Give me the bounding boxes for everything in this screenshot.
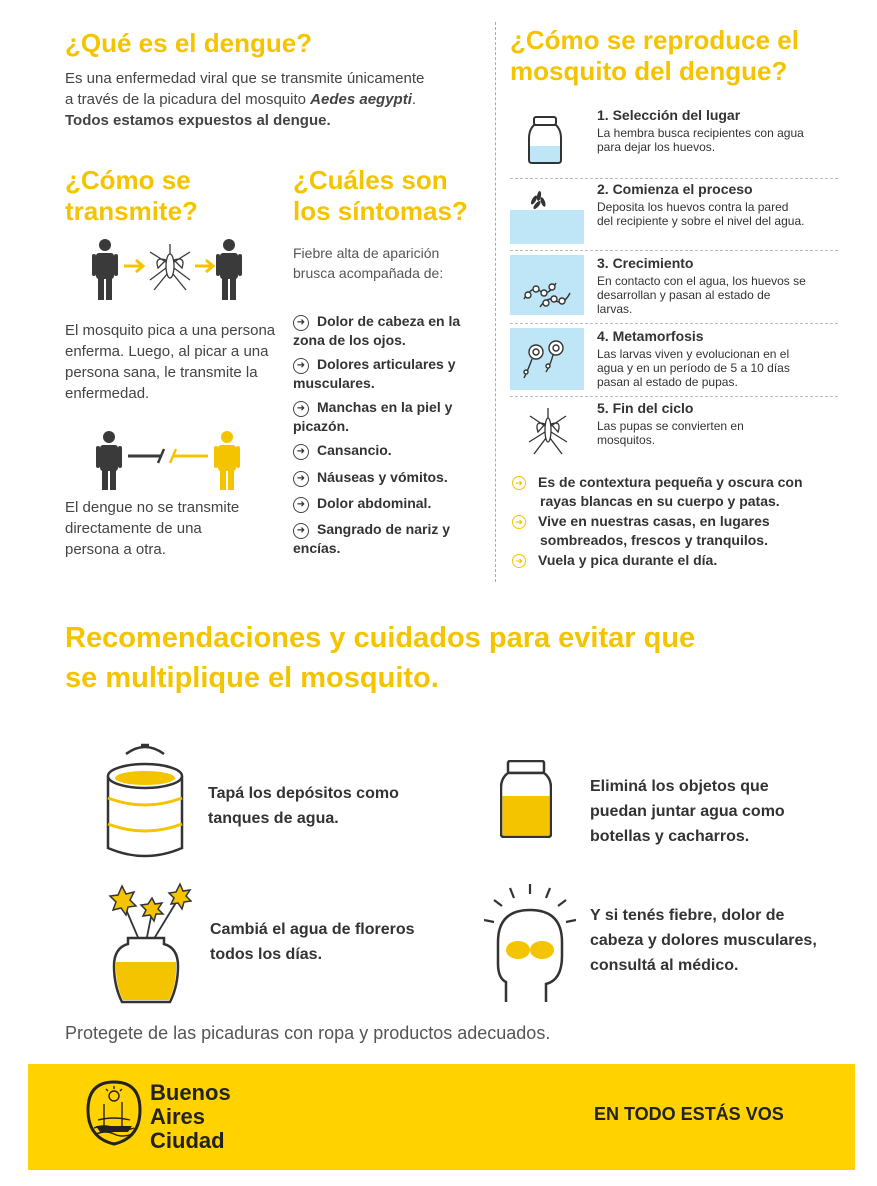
column-divider	[495, 22, 496, 582]
mosquito-icon	[526, 404, 570, 456]
protect-note: Protegete de las picaduras con ropa y productos adecuados.	[65, 1023, 551, 1043]
arrow-right-icon: ➜	[293, 444, 309, 460]
transmit-text-1: El mosquito pica a una persona enferma. Luego, al picar a una persona sana, le transmite la enfermedad.	[65, 322, 276, 402]
divider	[510, 178, 838, 179]
eggs-on-wall-icon	[510, 186, 584, 244]
recommendation-tanks: Tapá los depósitos como tanques de agua.	[208, 785, 399, 827]
recommendations-title: Recomendaciones y cuidados para evitar que se multiplique el mosquito.	[65, 622, 696, 694]
city-seal-icon	[86, 1080, 142, 1146]
bottle-icon	[500, 760, 552, 838]
arrow-right-icon: ➜	[293, 471, 309, 487]
what-is-dengue-text: Es una enfermedad viral que se transmite únicamente a través de la picadura del mosquito Aedes aegypti. Todos estamos expuestos al dengue.	[65, 70, 425, 129]
step-5: 5. Fin del ciclo Las pupas se convierten en mosquitos.	[597, 400, 744, 447]
head-fever-icon	[484, 884, 576, 1006]
arrow-right-icon: ➜	[293, 401, 309, 417]
symptoms-title: ¿Cuáles son los síntomas?	[293, 165, 468, 226]
arrow-right-icon: ➜	[293, 358, 309, 374]
logo-text: Buenos Aires Ciudad	[150, 1080, 231, 1153]
what-is-dengue-title: ¿Qué es el dengue?	[65, 28, 313, 58]
step-4: 4. Metamorfosis Las larvas viven y evolucionan en el agua y en un período de 5 a 10 días pasan al estado de pupas.	[597, 328, 790, 389]
divider	[510, 250, 838, 251]
recommendation-bottles: Eliminá los objetos que puedan juntar agua como botellas y cacharros.	[590, 778, 785, 845]
jar-icon	[528, 116, 562, 164]
reproduce-title: ¿Cómo se reproduce el mosquito del dengue?	[510, 25, 799, 86]
pupae-icon	[510, 328, 584, 390]
symptom-item: ➜ Manchas en la piel y picazón.	[293, 399, 453, 434]
no-direct-transmission-icon	[96, 430, 246, 492]
symptom-item: ➜ Dolores articulares y musculares.	[293, 356, 456, 391]
transmit-title: ¿Cómo se transmite?	[65, 165, 198, 226]
slogan: EN TODO ESTÁS VOS	[594, 1104, 784, 1124]
symptoms-list	[293, 312, 483, 562]
arrow-right-icon: ➜	[512, 554, 526, 568]
arrow-right-icon: ➜	[293, 315, 309, 331]
recommendation-doctor: Y si tenés fiebre, dolor de cabeza y dolores musculares, consultá al médico.	[590, 907, 817, 974]
footer-banner	[28, 1064, 855, 1170]
arrow-right-icon: ➜	[512, 515, 526, 529]
flower-vase-icon	[100, 882, 192, 1006]
transmission-icon	[92, 238, 252, 302]
larvae-icon	[510, 255, 584, 315]
symptom-item: ➜ Dolor de cabeza en la zona de los ojos.	[293, 313, 461, 348]
mosquito-features	[512, 473, 842, 573]
recommendation-vases: Cambiá el agua de floreros todos los días.	[210, 921, 415, 963]
divider	[510, 396, 838, 397]
symptom-item: ➜ Dolor abdominal.	[293, 494, 431, 513]
feature-item: ➜ Es de contextura pequeña y oscura con rayas blancas en su cuerpo y patas.	[512, 473, 803, 511]
symptom-item: ➜ Sangrado de nariz y encías.	[293, 521, 451, 556]
symptom-item: ➜ Náuseas y vómitos.	[293, 468, 448, 487]
step-2: 2. Comienza el proceso Deposita los huevos contra la pared del recipiente y sobre el nivel del agua.	[597, 181, 805, 228]
transmit-text-2: El dengue no se transmite directamente de una persona a otra.	[65, 499, 240, 558]
arrow-right-icon: ➜	[512, 476, 526, 490]
feature-item: ➜ Vive en nuestras casas, en lugares sombreados, frescos y tranquilos.	[512, 512, 770, 550]
divider	[510, 323, 838, 324]
step-3: 3. Crecimiento En contacto con el agua, los huevos se desarrollan y pasan al estado de larvas.	[597, 255, 806, 316]
feature-item: ➜ Vuela y pica durante el día.	[512, 551, 717, 570]
arrow-right-icon: ➜	[293, 523, 309, 539]
symptom-item: ➜ Cansancio.	[293, 441, 392, 460]
water-tank-icon	[104, 742, 186, 860]
symptoms-intro: Fiebre alta de aparición brusca acompañada de:	[293, 245, 444, 281]
arrow-right-icon: ➜	[293, 497, 309, 513]
step-1: 1. Selección del lugar La hembra busca recipientes con agua para dejar los huevos.	[597, 107, 804, 154]
